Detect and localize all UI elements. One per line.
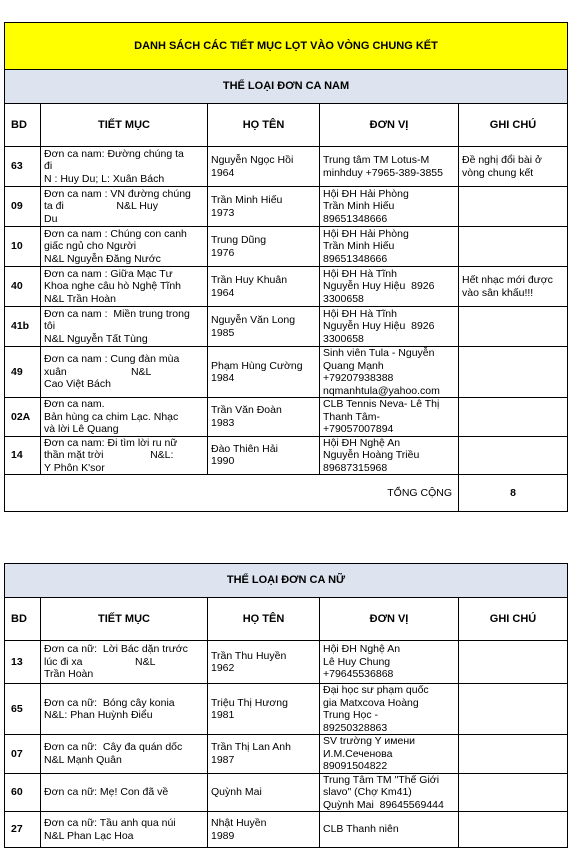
- table-row: [5, 307, 568, 347]
- row-unit-line: Trung Tâm TM "Thế Giới: [323, 773, 440, 786]
- row-item: [41, 398, 208, 437]
- row-item: [41, 347, 208, 398]
- row-name: [208, 307, 320, 347]
- row-unit-line: Lê Huy Chung: [323, 655, 391, 668]
- total-value: 8: [459, 475, 568, 512]
- row-code: 10: [5, 227, 41, 267]
- row-code: 02A: [5, 398, 41, 437]
- row-note: [459, 812, 568, 848]
- row-item-line: N&L Nguyễn Tất Tùng: [44, 332, 148, 345]
- row-code: 14: [5, 436, 41, 475]
- row-unit-line: Hội ĐH Hà Tĩnh: [323, 267, 397, 280]
- row-item-line: Khoa nghe câu hò Nghệ Tĩnh: [44, 280, 181, 293]
- row-name: [208, 735, 320, 774]
- row-name-line: 1984: [211, 372, 235, 384]
- row-name: [208, 267, 320, 307]
- row-item: [41, 641, 208, 684]
- row-item-line: Đơn ca nữ: Tầu anh qua núi: [44, 817, 176, 829]
- row-item-line: Đơn ca nữ: Cây đa quán dốc: [44, 741, 183, 754]
- row-unit-line: Hội ĐH Nghệ An: [323, 643, 401, 656]
- table-row: [5, 735, 568, 774]
- row-item: [41, 227, 208, 267]
- row-code: 13: [5, 641, 41, 684]
- row-item: [41, 307, 208, 347]
- col-header-bd: BD: [5, 598, 41, 641]
- row-item-line: Đơn ca nam : Miền trung trong: [44, 307, 190, 320]
- table-row: [5, 641, 568, 684]
- row-unit-line: +79207938388: [323, 372, 394, 384]
- row-name-line: Nhật Huyền: [211, 817, 267, 829]
- row-code: 49: [5, 347, 41, 398]
- row-unit: [320, 147, 459, 187]
- total-label: TỔNG CỘNG: [5, 475, 459, 512]
- col-header-note: GHI CHÚ: [459, 104, 568, 147]
- row-item-line: Đơn ca nữ: Lời Bác dặn trước: [44, 643, 188, 656]
- row-name-line: 1985: [211, 326, 235, 339]
- row-unit-line: 3300658: [323, 332, 364, 345]
- row-unit: [320, 812, 459, 848]
- table-row: [5, 267, 568, 307]
- row-item-line: đi: [44, 160, 53, 173]
- row-name-line: Đào Thiên Hải: [211, 442, 278, 455]
- row-unit: [320, 187, 459, 227]
- col-header-item: TIẾT MỤC: [41, 104, 208, 147]
- row-note: [459, 436, 568, 475]
- row-unit-line: 89091504822: [323, 760, 388, 772]
- row-name: [208, 812, 320, 848]
- row-item-line: tôi: [44, 320, 56, 333]
- row-item-line: Đơn ca nam: Đường chúng ta: [44, 147, 184, 160]
- row-unit-line: +79057007894: [323, 423, 394, 435]
- row-name-line: Nguyễn Ngọc Hồi: [211, 154, 294, 166]
- row-unit-line: Sinh viên Tula - Nguyễn: [323, 347, 435, 359]
- row-unit-line: 89651348666: [323, 212, 388, 225]
- row-unit-line: CLB Tennis Neva- Lê Thị: [323, 398, 440, 410]
- row-unit: [320, 773, 459, 812]
- table-row: [5, 684, 568, 735]
- row-item-line: Đơn ca nữ: Bóng cây konia: [44, 696, 175, 709]
- row-unit: [320, 227, 459, 267]
- row-name: [208, 436, 320, 475]
- row-unit-line: 89687315968: [323, 461, 388, 474]
- col-header-unit: ĐƠN VỊ: [320, 598, 459, 641]
- row-item-line: N&L: Phan Huỳnh Điểu: [44, 709, 153, 721]
- row-unit: [320, 641, 459, 684]
- row-unit-line: 89250328863: [323, 721, 388, 734]
- row-unit-line: nqmanhtula@yahoo.com: [323, 384, 440, 397]
- document-title: DANH SÁCH CÁC TIẾT MỤC LỌT VÀO VÒNG CHUNG KẾT: [5, 23, 568, 70]
- col-header-name: HỌ TÊN: [208, 104, 320, 147]
- col-header-unit: ĐƠN VỊ: [320, 104, 459, 147]
- table-row: [5, 187, 568, 227]
- col-header-note: GHI CHÚ: [459, 598, 568, 641]
- row-unit-line: 3300658: [323, 292, 364, 305]
- col-header-item: TIẾT MỤC: [41, 598, 208, 641]
- row-item-line: ta đi N&L Huy: [44, 200, 158, 213]
- row-unit-line: Trần Minh Hiếu: [323, 240, 395, 253]
- row-name-line: Trần Thu Huyền: [211, 649, 287, 662]
- row-name-line: Trần Huy Khuân: [211, 274, 288, 286]
- row-name-line: Phạm Hùng Cường: [211, 359, 303, 372]
- row-unit-line: 89651348666: [323, 252, 388, 265]
- row-unit-line: Thanh Tâm-: [323, 410, 380, 423]
- row-unit: [320, 735, 459, 774]
- row-item-line: xuân N&L: [44, 365, 152, 378]
- row-note: [459, 147, 568, 187]
- row-item-line: Bản hùng ca chim Lạc. Nhạc: [44, 410, 179, 423]
- row-unit-line: Hội ĐH Hải Phòng: [323, 227, 409, 240]
- row-note: [459, 187, 568, 227]
- row-note-line: vòng chung kết: [462, 166, 534, 179]
- row-note: [459, 684, 568, 735]
- row-name-line: Quỳnh Mai: [211, 786, 262, 798]
- row-unit-line: SV trường Y имени: [323, 735, 415, 747]
- row-code: 65: [5, 684, 41, 735]
- row-item-line: Cao Việt Bách: [44, 378, 111, 391]
- table-row: [5, 436, 568, 475]
- row-unit-line: Trần Minh Hiếu: [323, 200, 395, 213]
- row-note-line: Đề nghị đổi bài ở: [462, 154, 542, 166]
- female-category-table: [4, 563, 568, 848]
- row-unit-line: Quang Mạnh: [323, 359, 384, 372]
- row-unit-line: CLB Thanh niên: [323, 823, 399, 836]
- row-note: [459, 398, 568, 437]
- row-code: 09: [5, 187, 41, 227]
- row-item: [41, 147, 208, 187]
- row-item-line: N : Huy Du; L: Xuân Bách: [44, 172, 165, 185]
- row-item: [41, 773, 208, 812]
- row-name-line: 1990: [211, 455, 235, 468]
- row-unit-line: И.М.Сеченова: [323, 747, 393, 760]
- row-item: [41, 267, 208, 307]
- row-unit-line: Nguyễn Hoàng Triều: [323, 449, 420, 461]
- row-item-line: và lời Lê Quang: [44, 423, 119, 435]
- row-name-line: 1983: [211, 416, 235, 429]
- table-header: [5, 104, 568, 147]
- row-code: 60: [5, 773, 41, 812]
- row-code: 41b: [5, 307, 41, 347]
- row-name-line: 1987: [211, 753, 235, 766]
- row-note: [459, 307, 568, 347]
- row-note-line: Hết nhạc mới được: [462, 274, 553, 286]
- row-unit: [320, 398, 459, 437]
- row-unit-line: Đại học sư phạm quốc: [323, 684, 429, 696]
- row-item: [41, 684, 208, 735]
- row-name-line: 1973: [211, 206, 235, 219]
- table-row: [5, 147, 568, 187]
- row-unit-line: Nguyễn Huy Hiệu 8926: [323, 320, 435, 333]
- category-title-female: THỂ LOẠI ĐƠN CA NỮ: [5, 564, 568, 598]
- row-item-line: Đơn ca nam : Chúng con canh: [44, 227, 187, 240]
- row-unit-line: +79645536868: [323, 668, 394, 681]
- row-item-line: Đơn ca nam.: [44, 398, 105, 410]
- row-unit-line: Trung Học -: [323, 709, 379, 721]
- row-name: [208, 347, 320, 398]
- row-code: 40: [5, 267, 41, 307]
- row-item: [41, 436, 208, 475]
- row-name-line: 1989: [211, 829, 235, 842]
- row-item-line: lúc đi xa N&L: [44, 655, 156, 668]
- row-note: [459, 735, 568, 774]
- row-unit-line: Trung tâm TM Lotus-M: [323, 154, 430, 166]
- row-note: [459, 267, 568, 307]
- row-unit-line: Hội ĐH Nghệ An: [323, 436, 401, 449]
- table-row: [5, 227, 568, 267]
- row-name-line: 1981: [211, 709, 235, 721]
- row-name-line: 1962: [211, 662, 235, 674]
- row-name-line: 1964: [211, 286, 235, 299]
- col-header-bd: BD: [5, 104, 41, 147]
- row-item-line: Trần Hoàn: [44, 668, 94, 681]
- row-item-line: thần mặt trời N&L:: [44, 449, 174, 461]
- row-item-line: N&L Phan Lạc Hoa: [44, 829, 134, 842]
- table-row: [5, 398, 568, 437]
- row-name-line: 1964: [211, 166, 235, 179]
- row-name: [208, 773, 320, 812]
- row-unit-line: gia Matxcova Hoàng: [323, 696, 419, 709]
- table-header: [5, 598, 568, 641]
- row-unit-line: Hội ĐH Hà Tĩnh: [323, 307, 397, 320]
- row-item-line: N&L Mạnh Quân: [44, 753, 122, 766]
- row-unit-line: minhduy +7965-389-3855: [323, 166, 443, 179]
- row-name: [208, 641, 320, 684]
- row-note: [459, 347, 568, 398]
- row-unit-line: slavo" (Chợ Km41): [323, 786, 412, 798]
- row-unit-line: Hội ĐH Hải Phòng: [323, 187, 409, 200]
- row-item-line: Du: [44, 212, 58, 225]
- row-item-line: N&L Nguyễn Đăng Nước: [44, 252, 161, 265]
- total-row: [5, 475, 568, 512]
- row-item-line: Y Phôn K'sor: [44, 461, 105, 474]
- row-unit-line: Nguyễn Huy Hiệu 8926: [323, 280, 435, 293]
- row-note: [459, 773, 568, 812]
- male-category-table: [4, 22, 568, 512]
- row-name: [208, 187, 320, 227]
- row-unit: [320, 436, 459, 475]
- row-name-line: 1976: [211, 246, 235, 259]
- row-item: [41, 735, 208, 774]
- table-row: [5, 812, 568, 848]
- row-name: [208, 147, 320, 187]
- row-code: 07: [5, 735, 41, 774]
- row-item: [41, 187, 208, 227]
- row-name-line: Trần Thị Lan Anh: [211, 741, 291, 754]
- row-item-line: Đơn ca nam : VN đường chúng: [44, 187, 191, 200]
- row-note: [459, 641, 568, 684]
- row-item-line: giấc ngủ cho Người: [44, 240, 137, 253]
- row-item-line: Đơn ca nam : Giữa Mạc Tư: [44, 267, 173, 280]
- row-name-line: Trần Văn Đoàn: [211, 404, 282, 417]
- row-item-line: N&L Trần Hoàn: [44, 292, 116, 305]
- row-unit: [320, 267, 459, 307]
- row-note: [459, 227, 568, 267]
- row-item-line: Đơn ca nam: Đi tìm lời ru nữ: [44, 436, 178, 449]
- row-unit: [320, 347, 459, 398]
- row-name: [208, 684, 320, 735]
- row-name-line: Nguyễn Văn Long: [211, 314, 296, 326]
- category-title-male: THỂ LOẠI ĐƠN CA NAM: [5, 70, 568, 104]
- row-name: [208, 227, 320, 267]
- row-unit: [320, 684, 459, 735]
- row-code: 27: [5, 812, 41, 848]
- table-row: [5, 347, 568, 398]
- row-name-line: Trần Minh Hiếu: [211, 194, 283, 206]
- col-header-name: HỌ TÊN: [208, 598, 320, 641]
- row-code: 63: [5, 147, 41, 187]
- row-note-line: vào sân khấu!!!: [462, 286, 534, 299]
- row-item: [41, 812, 208, 848]
- row-name-line: Trung Dũng: [211, 234, 267, 246]
- row-item-line: Đơn ca nữ: Mẹ! Con đã về: [44, 786, 169, 798]
- row-name: [208, 398, 320, 437]
- row-name-line: Triệu Thị Hương: [211, 696, 288, 709]
- row-item-line: Đơn ca nam : Cung đàn mùa: [44, 353, 180, 366]
- table-row: [5, 773, 568, 812]
- row-unit-line: Quỳnh Mai 89645569444: [323, 798, 444, 811]
- row-unit: [320, 307, 459, 347]
